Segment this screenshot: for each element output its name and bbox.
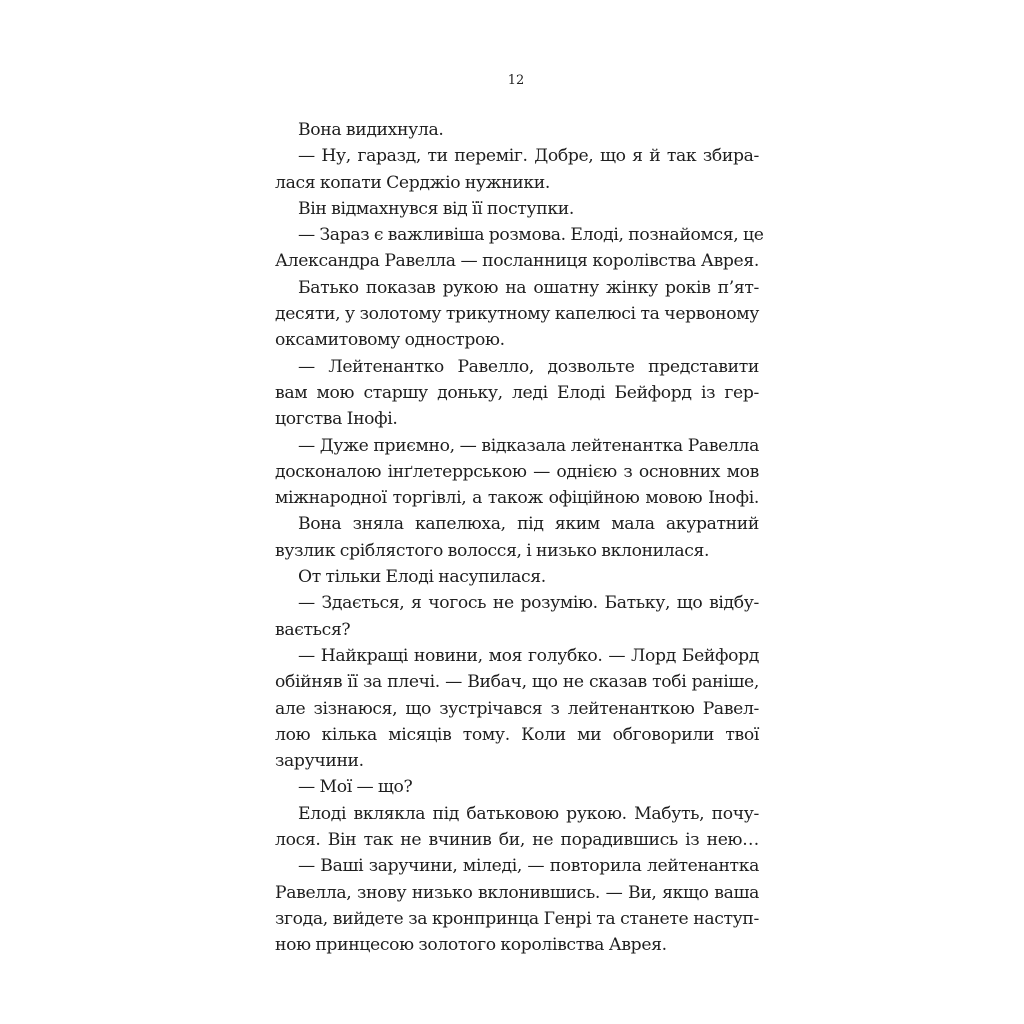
text-line: — Ну, гаразд, ти переміг. Добре, що я й так збира- — [298, 146, 759, 167]
text-line: Александра Равелла — посланниця королівства Аврея. — [275, 251, 759, 272]
page-number: 12 — [507, 73, 525, 88]
text-line: вам мою старшу доньку, леді Елоді Бейфорд із гер- — [275, 382, 759, 403]
text-line: — Дуже приємно, — відказала лейтенантка Равелла — [298, 435, 759, 456]
text-line: — Лейтенантко Равелло, дозвольте представити — [298, 356, 759, 377]
text-line: обійняв її за плечі. — Вибач, що не сказав тобі раніше, — [275, 672, 759, 693]
text-line: — Мої — що? — [298, 777, 413, 798]
text-line: цогства Інофі. — [275, 409, 398, 430]
text-line: Вона видихнула. — [298, 120, 444, 140]
text-line: Елоді вклякла під батьковою рукою. Мабуть, почу- — [298, 803, 759, 824]
text-line: лася копати Серджіо нужники. — [275, 172, 550, 193]
text-line: згода, вийдете за кронпринца Генрі та станете наступ- — [275, 908, 759, 929]
text-line: Равелла, знову низько вклонившись. — Ви, якщо ваша — [275, 882, 759, 903]
text-line: лою кілька місяців тому. Коли ми обговорили твої — [275, 724, 759, 745]
text-line: Батько показав рукою на ошатну жінку років п’ят- — [298, 277, 759, 298]
text-line: Вона зняла капелюха, під яким мала акуратний — [298, 514, 759, 535]
text-line: — Найкращі новини, моя голубко. — Лорд Бейфорд — [298, 645, 759, 666]
text-line: десяти, у золотому трикутному капелюсі та червоному — [275, 304, 759, 325]
text-line: заручини. — [275, 751, 364, 772]
text-line: досконалою інґлетеррською — однією з основних мов — [275, 461, 759, 482]
text-line: оксамитовому однострою. — [275, 330, 505, 351]
text-line: вається? — [275, 619, 351, 640]
text-line: — Ваші заручини, міледі, — повторила лейтенантка — [298, 856, 759, 877]
text-line: міжнародної торгівлі, а також офіційною мовою Інофі. — [275, 488, 759, 509]
text-line: Він відмахнувся від її поступки. — [298, 198, 574, 219]
text-line: лося. Він так не вчинив би, не порадившись із нею… — [275, 830, 759, 851]
text-line: але зізнаюся, що зустрічався з лейтенанткою Равел- — [275, 698, 759, 719]
body-text — [275, 117, 764, 959]
text-line: вузлик сріблястого волосся, і низько вклонилася. — [275, 540, 710, 561]
text-line: ною принцесою золотого королівства Аврея. — [275, 935, 667, 956]
text-line: — Здається, я чогось не розумію. Батьку, що відбу- — [298, 593, 759, 614]
text-line: — Зараз є важливіша розмова. Елоді, познайомся, це — [298, 225, 764, 246]
text-line: От тільки Елоді насупилася. — [298, 567, 546, 588]
